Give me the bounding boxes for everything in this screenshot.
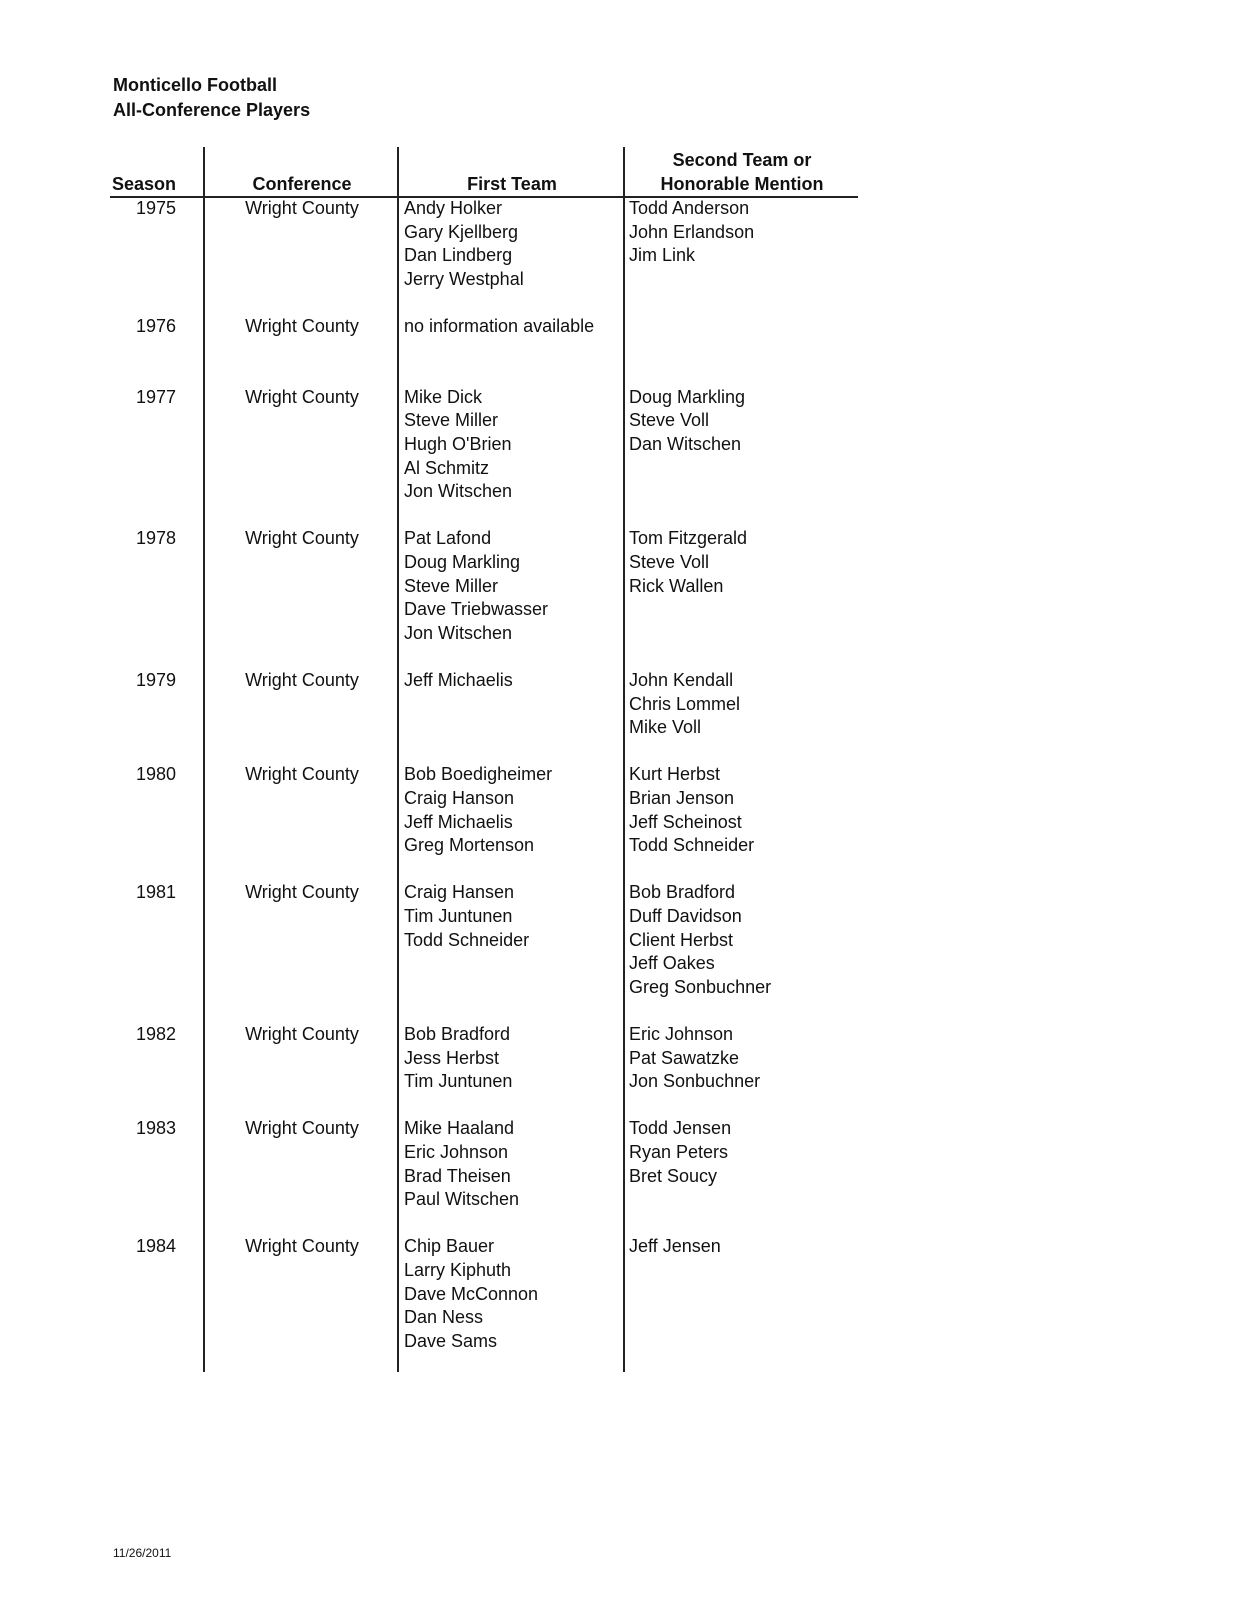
season-cell: 1980 (135, 764, 177, 785)
first-team-player: Andy Holker (404, 198, 503, 218)
first-team-player: Dave Sams (404, 1330, 498, 1351)
first-team-player: Craig Hansen (404, 882, 515, 903)
second-team-player: Mike Voll (629, 717, 702, 738)
first-team-player: Mike Haaland (404, 1118, 515, 1139)
season-cell: 1981 (135, 882, 177, 903)
second-team-player: Todd Anderson (629, 198, 750, 218)
conference-cell: Wright County (245, 764, 359, 785)
first-team-player: no information available (404, 316, 595, 336)
first-team-player: Pat Lafond (404, 528, 492, 549)
second-team-player: Doug Markling (629, 386, 746, 407)
second-team-player: Steve Voll (629, 552, 710, 572)
second-team-player: Jeff Oakes (629, 953, 715, 974)
first-team-player: Jeff Michaelis (404, 811, 513, 832)
conference-cell: Wright County (245, 670, 359, 690)
first-team-player: Steve Miller (404, 410, 499, 431)
first-team-player: Larry Kiphuth (404, 1260, 512, 1280)
first-team-player: Bob Boedigheimer (404, 764, 553, 785)
first-team-player: Tim Juntunen (404, 906, 513, 926)
first-team-player: Mike Dick (404, 386, 483, 407)
header-second-team-line2: Honorable Mention (660, 174, 824, 194)
season-cell: 1976 (135, 316, 177, 336)
first-team-player: Steve Miller (404, 575, 499, 596)
footer-date: 11/26/2011 (113, 1546, 172, 1560)
conference-cell: Wright County (245, 528, 359, 549)
season-cell: 1977 (135, 386, 177, 407)
page-subtitle: All-Conference Players (113, 100, 311, 120)
second-team-player: Rick Wallen (629, 575, 724, 596)
second-team-player: Brian Jenson (629, 788, 735, 808)
second-team-player: Ryan Peters (629, 1142, 729, 1162)
first-team-player: Jon Witschen (404, 481, 513, 502)
first-team-player: Jess Herbst (404, 1047, 500, 1068)
conference-cell: Wright County (245, 316, 359, 336)
first-team-player: Jerry Westphal (404, 268, 524, 289)
second-team-player: Jon Sonbuchner (629, 1071, 761, 1092)
second-team-player: Greg Sonbuchner (629, 976, 772, 997)
second-team-player: Dan Witschen (629, 434, 742, 454)
first-team-player: Paul Witschen (404, 1189, 520, 1210)
first-team-player: Dave Triebwasser (404, 599, 549, 620)
second-team-player: John Kendall (629, 670, 734, 690)
second-team-player: Tom Fitzgerald (629, 528, 748, 549)
header-first-team: First Team (467, 174, 557, 194)
first-team-player: Jeff Michaelis (404, 670, 513, 690)
first-team-player: Todd Schneider (404, 929, 530, 950)
first-team-player: Greg Mortenson (404, 835, 535, 856)
second-team-player: Steve Voll (629, 410, 710, 431)
second-team-player: Bret Soucy (629, 1165, 718, 1186)
second-team-player: Jeff Jensen (629, 1236, 721, 1257)
season-cell: 1984 (135, 1236, 177, 1257)
first-team-player: Al Schmitz (404, 457, 490, 478)
second-team-player: John Erlandson (629, 221, 755, 242)
first-team-player: Brad Theisen (404, 1165, 511, 1186)
conference-cell: Wright County (245, 198, 359, 218)
first-team-player: Dan Lindberg (404, 245, 513, 266)
conference-cell: Wright County (245, 882, 359, 903)
header-season: Season (112, 174, 177, 194)
season-cell: 1983 (135, 1118, 177, 1139)
first-team-player: Hugh O'Brien (404, 434, 512, 454)
first-team-player: Gary Kjellberg (404, 221, 519, 242)
second-team-player: Jeff Scheinost (629, 811, 742, 832)
second-team-player: Bob Bradford (629, 882, 736, 903)
season-cell: 1982 (135, 1024, 177, 1044)
conference-cell: Wright County (245, 1118, 359, 1139)
page-title: Monticello Football (113, 75, 277, 95)
first-team-player: Bob Bradford (404, 1024, 511, 1044)
first-team-player: Chip Bauer (404, 1236, 495, 1257)
second-team-player: Todd Schneider (629, 835, 755, 856)
second-team-player: Kurt Herbst (629, 764, 721, 785)
second-team-player: Chris Lommel (629, 693, 741, 714)
first-team-player: Dave McConnon (404, 1283, 539, 1304)
second-team-player: Duff Davidson (629, 906, 742, 926)
season-cell: 1978 (135, 528, 177, 549)
first-team-player: Doug Markling (404, 552, 521, 572)
second-team-player: Eric Johnson (629, 1024, 734, 1044)
season-cell: 1979 (135, 670, 177, 690)
first-team-player: Tim Juntunen (404, 1071, 513, 1092)
second-team-player: Client Herbst (629, 929, 734, 950)
conference-cell: Wright County (245, 386, 359, 407)
second-team-player: Pat Sawatzke (629, 1047, 740, 1068)
header-conference: Conference (252, 174, 352, 194)
conference-cell: Wright County (245, 1024, 359, 1044)
first-team-player: Dan Ness (404, 1307, 484, 1328)
first-team-player: Craig Hanson (404, 788, 515, 808)
second-team-player: Todd Jensen (629, 1118, 732, 1139)
second-team-player: Jim Link (629, 245, 696, 266)
first-team-player: Eric Johnson (404, 1142, 509, 1162)
season-cell: 1975 (135, 198, 177, 218)
conference-cell: Wright County (245, 1236, 359, 1257)
first-team-player: Jon Witschen (404, 622, 513, 643)
header-second-team-line1: Second Team or (672, 150, 812, 170)
